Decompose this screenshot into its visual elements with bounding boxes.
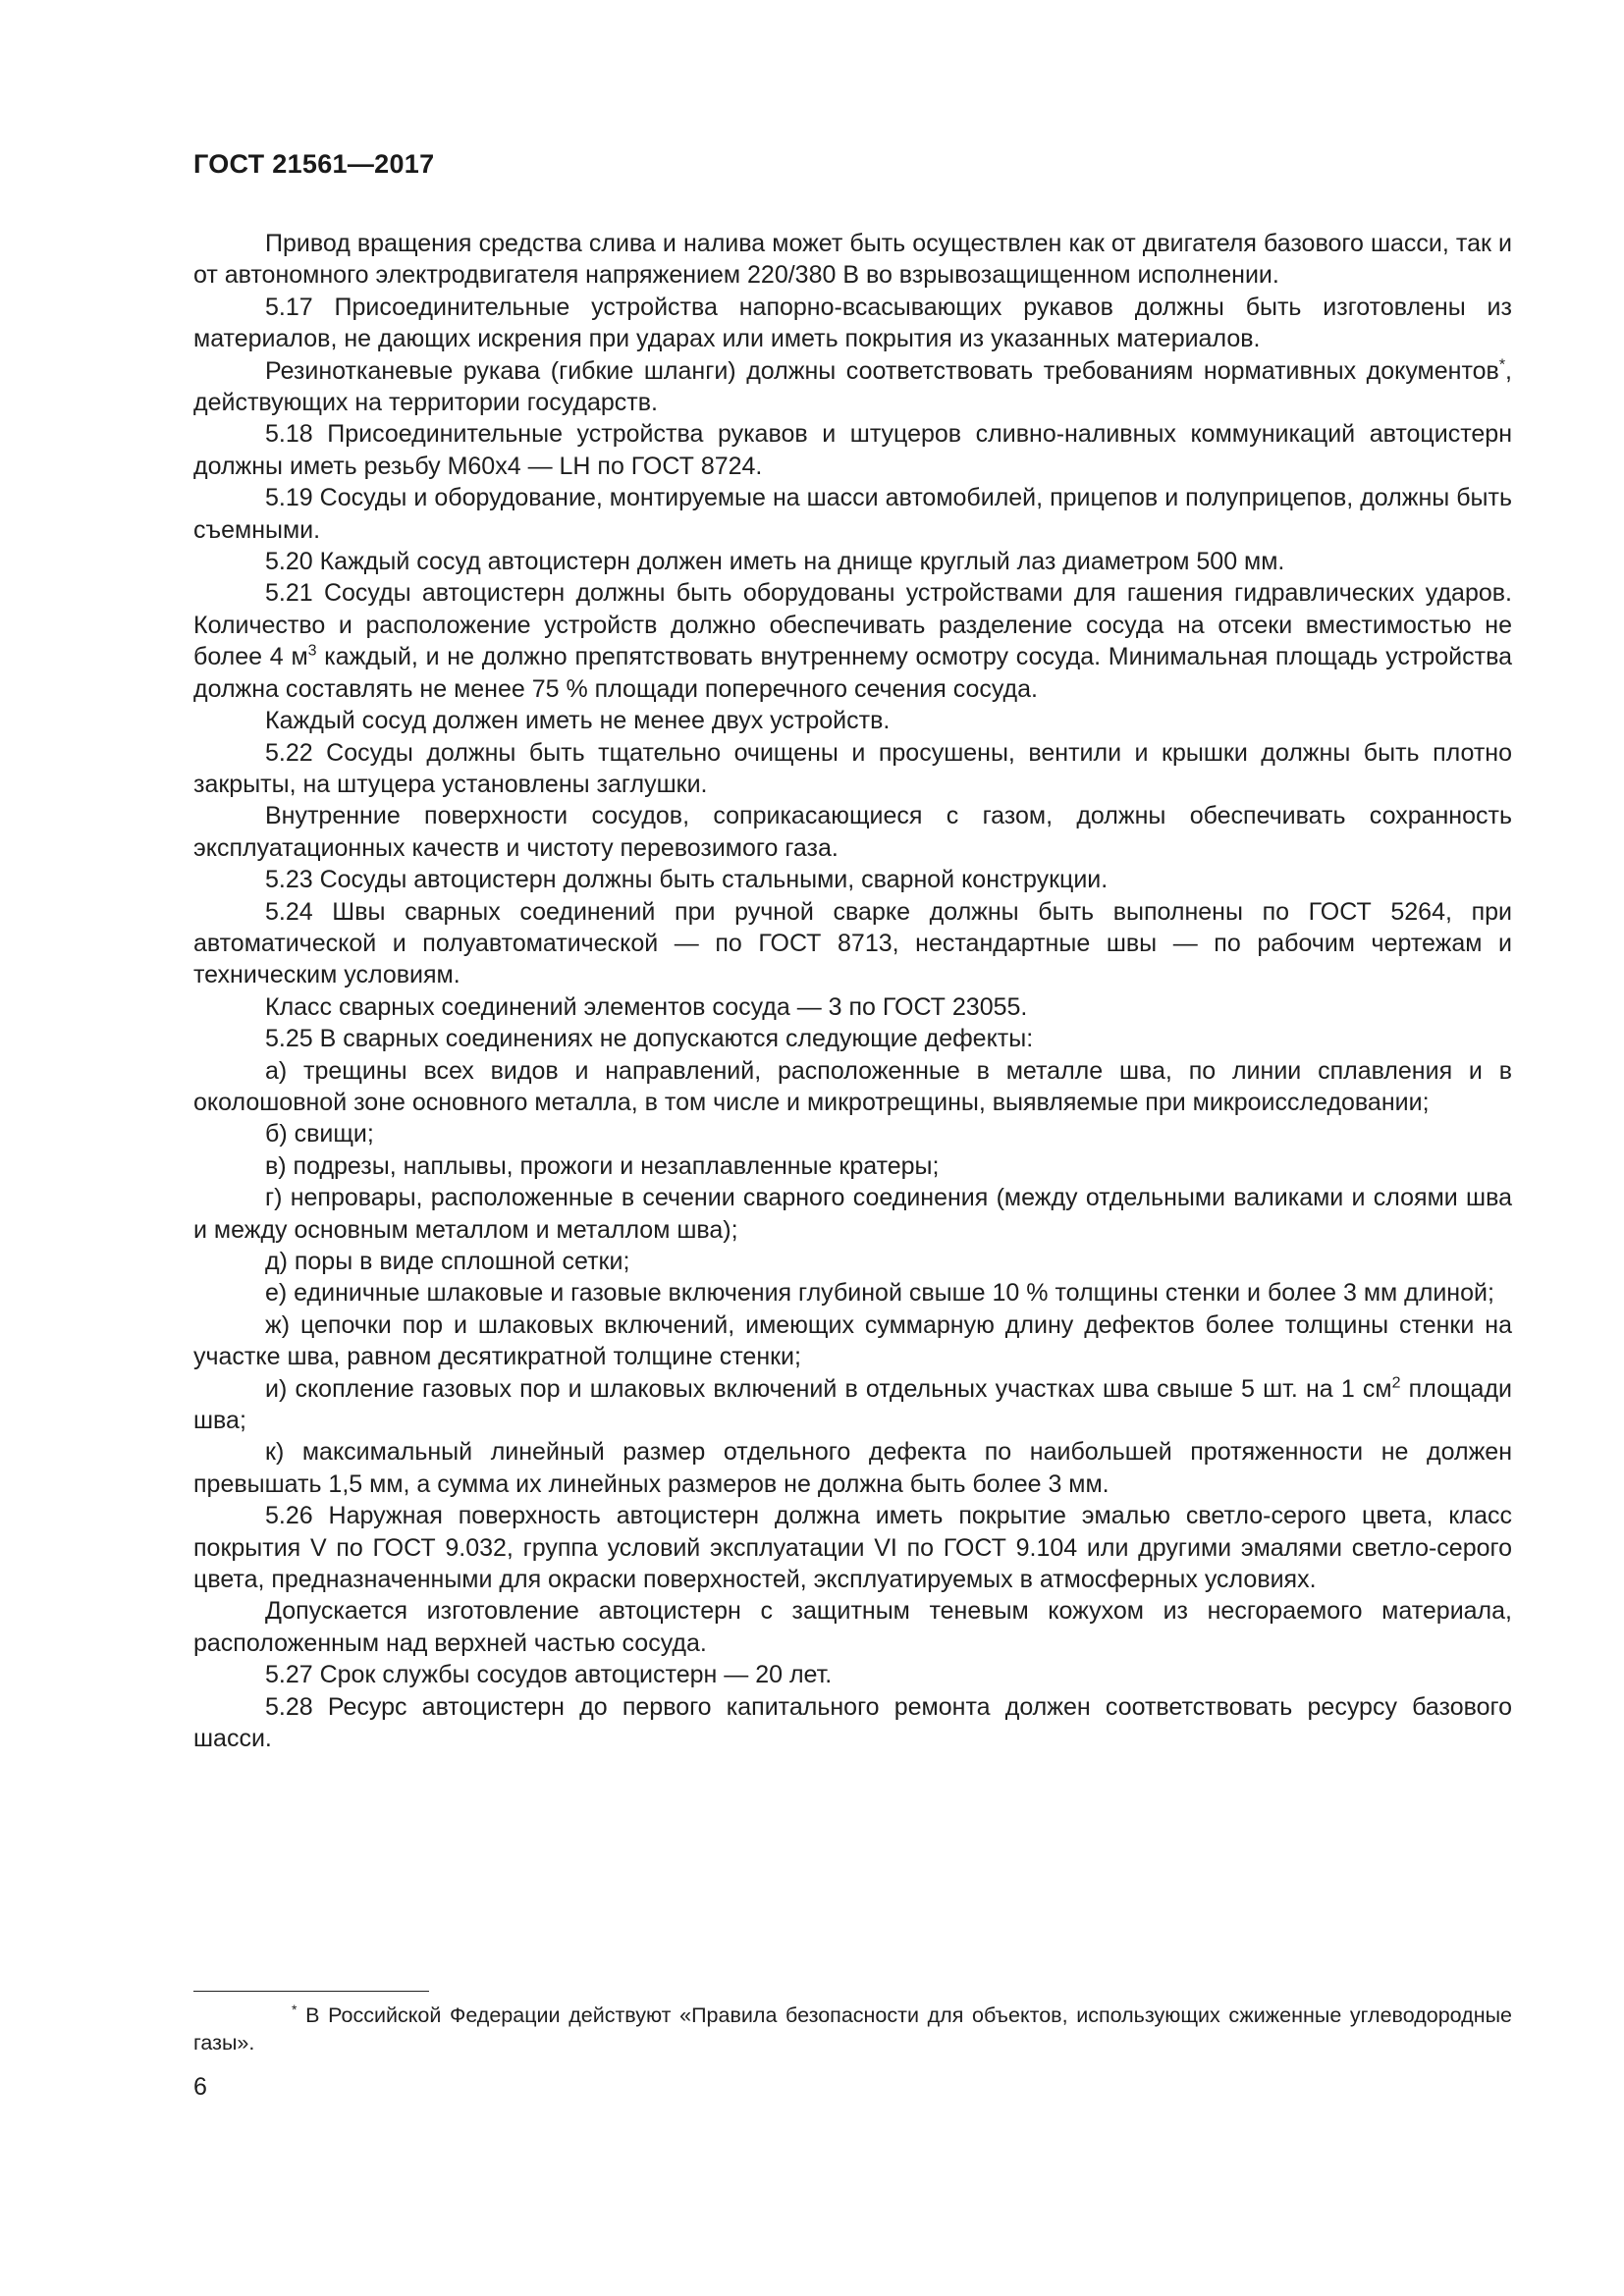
footnote-text [193,2002,1512,2056]
paragraph: 5.25 В сварных соединениях не допускаются следующие дефекты: [265,1025,1034,1053]
list-item: к) максимальный линейный размер отдельного дефекта по наибольшей протяженности не должен превышать 1,5 мм, а сумма их линейных размеров не должна быть более 3 мм. [193,1438,1512,1498]
paragraph: 5.28 Ресурс автоцистерн до первого капитального ремонта должен соответствовать ресурсу базового шасси. [193,1692,1512,1753]
paragraph-text: площади шва; [193,1374,1512,1435]
paragraph: 5.26 Наружная поверхность автоцистерн должна иметь покрытие эмалью светло-серого цвета, класс покрытия V по ГОСТ 9.032, группа условий эксплуатации VI по ГОСТ 9.104 или другими эмалями светло-серого цвета, предназначенными для окраски поверхностей, эксплуатируемых в атмосферных условиях. [193,1502,1512,1594]
document-body [193,228,1512,1755]
paragraph-text: Резинотканевые рукава (гибкие шланги) должны соответствовать требованиям нормативных документов [265,356,1499,385]
document-header: ГОСТ 21561—2017 [193,149,435,179]
paragraph-text: 5.21 Сосуды автоцистерн должны быть оборудованы устройствами для гашения гидравлических ударов. Количество и расположение устройств должно обеспечивать разделение сосуда на отсеки вместимостью не более 4 м [193,579,1512,671]
paragraph: 5.24 Швы сварных соединений при ручной сварке должны быть выполнены по ГОСТ 5264, при автоматической и полуавтоматической — по ГОСТ 8713, нестандартные швы — по рабочим чертежам и техническим условиям. [193,897,1512,989]
paragraph-with-footnote-ref [193,355,1512,419]
paragraph-text: и) скопление газовых пор и шлаковых включений в отдельных участках шва свыше 5 шт. на 1 см [265,1374,1392,1403]
list-item: д) поры в виде сплошной сетки; [265,1248,630,1275]
page-number: 6 [193,2073,207,2101]
paragraph: 5.23 Сосуды автоцистерн должны быть стальными, сварной конструкции. [265,866,1109,894]
list-item: в) подрезы, наплывы, прожоги и незаплавленные кратеры; [265,1151,940,1180]
paragraph-with-superscript [193,577,1512,705]
paragraph: 5.18 Присоединительные устройства рукавов и штуцеров сливно-наливных коммуникаций автоцистерн должны иметь резьбу M60x4 — LH по ГОСТ 8724. [193,420,1512,480]
list-item: а) трещины всех видов и направлений, расположенные в металле шва, по линии сплавления и в околошовной зоне основного металла, в том числе и микротрещины, выявляемые при микроисследовании; [193,1056,1512,1116]
footnote-reference[interactable]: * [1498,356,1506,374]
paragraph: Допускается изготовление автоцистерн с защитным теневым кожухом из несгораемого материала, расположенным над верхней частью сосуда. [193,1597,1512,1657]
list-item-with-superscript [193,1373,1512,1437]
superscript: 2 [1391,1374,1401,1392]
paragraph: 5.27 Срок службы сосудов автоцистерн — 20 лет. [265,1661,833,1689]
paragraph: 5.22 Сосуды должны быть тщательно очищены и просушены, вентили и крышки должны быть плотно закрыты, на штуцера установлены заглушки. [193,738,1512,798]
list-item: г) непровары, расположенные в сечении сварного соединения (между отдельными валиками и слоями шва и между основным металлом и металлом шва); [193,1184,1512,1244]
paragraph-text: каждый, и не должно препятствовать внутреннему осмотру сосуда. Минимальная площадь устройства должна составлять не менее 75 % площади поперечного сечения сосуда. [193,643,1512,703]
paragraph: 5.19 Сосуды и оборудование, монтируемые на шасси автомобилей, прицепов и полуприцепов, должны быть съемными. [193,484,1512,544]
footnote-mark: * [292,2001,298,2017]
paragraph: 5.17 Присоединительные устройства напорно-всасывающих рукавов должны быть изготовлены из материалов, не дающих искрения при ударах или иметь покрытия из указанных материалов. [193,293,1512,353]
footnote [193,2002,1512,2056]
list-item: ж) цепочки пор и шлаковых включений, имеющих суммарную длину дефектов более толщины стенки на участке шва, равном десятикратной толщине стенки; [193,1310,1512,1371]
paragraph: Каждый сосуд должен иметь не менее двух устройств. [265,707,891,735]
footnote-divider [193,1991,429,1992]
paragraph-text: , действующих на территории государств. [193,356,1512,417]
paragraph: Класс сварных соединений элементов сосуда — 3 по ГОСТ 23055. [265,992,1028,1021]
paragraph: Внутренние поверхности сосудов, соприкасающиеся с газом, должны обеспечивать сохранность эксплуатационных качеств и чистоту перевозимого газа. [193,802,1512,862]
paragraph: 5.20 Каждый сосуд автоцистерн должен иметь на днище круглый лаз диаметром 500 мм. [265,548,1285,576]
list-item: е) единичные шлаковые и газовые включения глубиной свыше 10 % толщины стенки и более 3 мм длиной; [265,1279,1494,1308]
list-item: б) свищи; [265,1120,374,1148]
footnote-body: В Российской Федерации действуют «Правила безопасности для объектов, использующих сжиженные углеводородные газы». [193,2003,1512,2055]
paragraph: Привод вращения средства слива и налива может быть осуществлен как от двигателя базового шасси, так и от автономного электродвигателя напряжением 220/380 В во взрывозащищенном исполнении. [193,230,1512,290]
superscript: 3 [307,642,317,660]
